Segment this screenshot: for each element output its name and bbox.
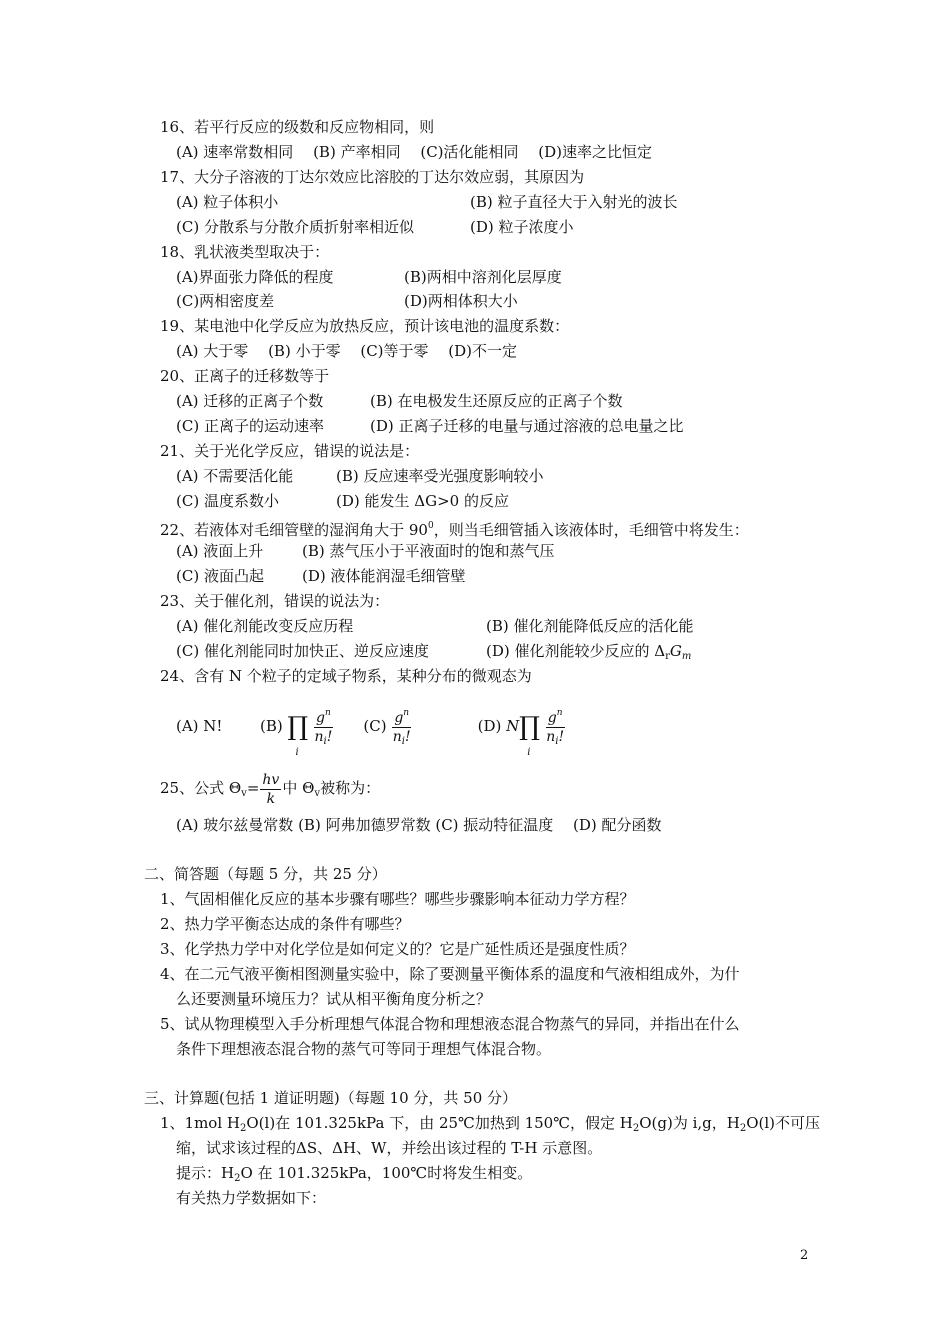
q25-equals: = (246, 779, 260, 797)
product-symbol-b: ∏ i (287, 712, 309, 758)
section2-q4-line1: 4、在二元气液平衡相图测量实验中，除了要测量平衡体系的温度和气液相组成外，为什 (160, 965, 740, 983)
q20-option-c: (C) 正离子的运动速率 (176, 417, 324, 435)
q24-stem: 24、含有 N 个粒子的定域子物系，某种分布的微观态为 (160, 667, 532, 685)
q18-option-c: (C)两相密度差 (176, 292, 275, 310)
section3-q1-line2: 缩，试求该过程的ΔS、ΔH、W，并绘出该过程的 T-H 示意图。 (176, 1139, 603, 1157)
q23-option-d (486, 641, 691, 667)
product-symbol-d: ∏ i (519, 712, 540, 758)
fraction-c: $\frac{g^n}{n_i!}$ (392, 704, 411, 751)
q23-option-b: (B) 催化剂能降低反应的活化能 (486, 617, 694, 635)
section2-q1: 1、气固相催化反应的基本步骤有哪些？哪些步骤影响本征动力学方程？ (160, 890, 635, 908)
q23-stem: 23、关于催化剂，错误的说法为： (160, 592, 390, 610)
q17-stem: 17、大分子溶液的丁达尔效应比溶胶的丁达尔效应弱，其原因为 (160, 168, 585, 186)
q20-option-a: (A) 迁移的正离子个数 (176, 392, 324, 410)
q17-option-b: (B) 粒子直径大于入射光的波长 (470, 193, 678, 211)
q22-stem-post: ，则当毛细管插入该液体时，毛细管中将发生： (433, 521, 749, 539)
q21-stem: 21、关于光化学反应，错误的说法是： (160, 442, 420, 460)
section2-q5-line2: 条件下理想液态混合物的蒸气可等同于理想气体混合物。 (176, 1040, 552, 1058)
section2-q3: 3、化学热力学中对化学位是如何定义的？它是广延性质还是强度性质？ (160, 940, 635, 958)
q17-option-c: (C) 分散系与分散介质折射率相近似 (176, 218, 414, 236)
q22-stem-pre: 22、若液体对毛细管壁的湿润角大于 90 (160, 521, 428, 539)
q22-option-b: (B) 蒸气压小于平液面时的饱和蒸气压 (302, 542, 555, 560)
q22-option-d: (D) 液体能润湿毛细管壁 (302, 567, 466, 585)
q25-stem-pre: 25、公式 Θ (160, 779, 242, 797)
q18-option-d: (D)两相体积大小 (404, 292, 518, 310)
q25-mid: 中 Θ (282, 779, 315, 797)
section3-title: 三、计算题(包括 1 道证明题)（每题 10 分，共 50 分） (144, 1089, 518, 1107)
q19-options: (A) 大于零 (B) 小于零 (C)等于零 (D)不一定 (176, 342, 518, 360)
section3-hint: 提示：$H_2O$ 在 101.325kPa，100℃时将发生相变。 (176, 1164, 533, 1184)
section3-data-intro: 有关热力学数据如下： (176, 1189, 327, 1207)
q17-option-d: (D) 粒子浓度小 (470, 218, 574, 236)
q24-options (176, 702, 566, 758)
q21-option-a: (A) 不需要活化能 (176, 467, 294, 485)
q25-sub-v: v (241, 788, 247, 799)
q18-stem: 18、乳状液类型取决于： (160, 243, 330, 261)
q23-g: G (669, 642, 682, 660)
q24-option-d-label: (D) (477, 717, 502, 735)
q20-stem: 20、正离子的迁移数等于 (160, 367, 330, 385)
q24-n-symbol: N (506, 717, 520, 735)
q23-sub-r: r (665, 651, 670, 662)
q22-option-a: (A) 液面上升 (176, 542, 264, 560)
q23-option-a: (A) 催化剂能改变反应历程 (176, 617, 354, 635)
q24-option-c-label: (C) (363, 717, 387, 735)
q23-option-c: (C) 催化剂能同时加快正、逆反应速度 (176, 642, 429, 660)
q20-option-b: (B) 在电极发生还原反应的正离子个数 (370, 392, 623, 410)
q22-option-c: (C) 液面凸起 (176, 567, 264, 585)
section3-q1-line1: 1、1mol $H_2O(l)$在 101.325kPa 下，由 25℃加热到 150℃，假定 $H_2O(g)$为 i,g，$H_2O(l)$不可压 (160, 1114, 821, 1134)
q17-option-a: (A) 粒子体积小 (176, 193, 279, 211)
q25-stem (160, 766, 380, 810)
q25-sub-v2: v (314, 788, 321, 799)
section2-q4-line2: 么还要测量环境压力？试从相平衡角度分析之？ (176, 990, 492, 1008)
q21-option-b: (B) 反应速率受光强度影响较小 (336, 467, 544, 485)
page-number: 2 (800, 1248, 809, 1263)
q21-option-d: (D) 能发生 ΔG>0 的反应 (336, 492, 509, 510)
section2-title: 二、简答题（每题 5 分，共 25 分） (144, 865, 387, 883)
q20-option-d: (D) 正离子迁移的电量与通过溶液的总电量之比 (370, 417, 684, 435)
q22-stem-sup: 0 (427, 521, 434, 531)
q19-stem: 19、某电池中化学反应为放热反应，预计该电池的温度系数： (160, 317, 570, 335)
q25-options: (A) 玻尔兹曼常数 (B) 阿弗加德罗常数 (C) 振动特征温度 (D) 配分函数 (176, 816, 662, 834)
q22-stem (160, 516, 749, 540)
q18-option-a: (A)界面张力降低的程度 (176, 268, 334, 286)
q24-option-a: (A) N! (176, 717, 223, 735)
q21-option-c: (C) 温度系数小 (176, 492, 279, 510)
fraction-d: $\frac{g^n}{n_i!}$ (546, 704, 565, 751)
q16-options: (A) 速率常数相同 (B) 产率相同 (C)活化能相同 (D)速率之比恒定 (176, 143, 653, 161)
q25-fraction: $\frac{hv}{k}$ (262, 771, 280, 807)
q25-post: 被称为： (320, 779, 381, 797)
q24-option-b-label: (B) (260, 717, 283, 735)
fraction-b: $\frac{g^n}{n_i!}$ (314, 704, 333, 751)
q18-option-b: (B)两相中溶剂化层厚度 (404, 268, 562, 286)
q23-sub-m: m (681, 651, 692, 662)
q23-option-d-text: (D) 催化剂能较少反应的 Δ (486, 642, 666, 660)
section2-q2: 2、热力学平衡态达成的条件有哪些？ (160, 915, 410, 933)
q16-stem: 16、若平行反应的级数和反应物相同，则 (160, 118, 435, 136)
section2-q5-line1: 5、试从物理模型入手分析理想气体混合物和理想液态混合物蒸气的异同，并指出在什么 (160, 1015, 740, 1033)
